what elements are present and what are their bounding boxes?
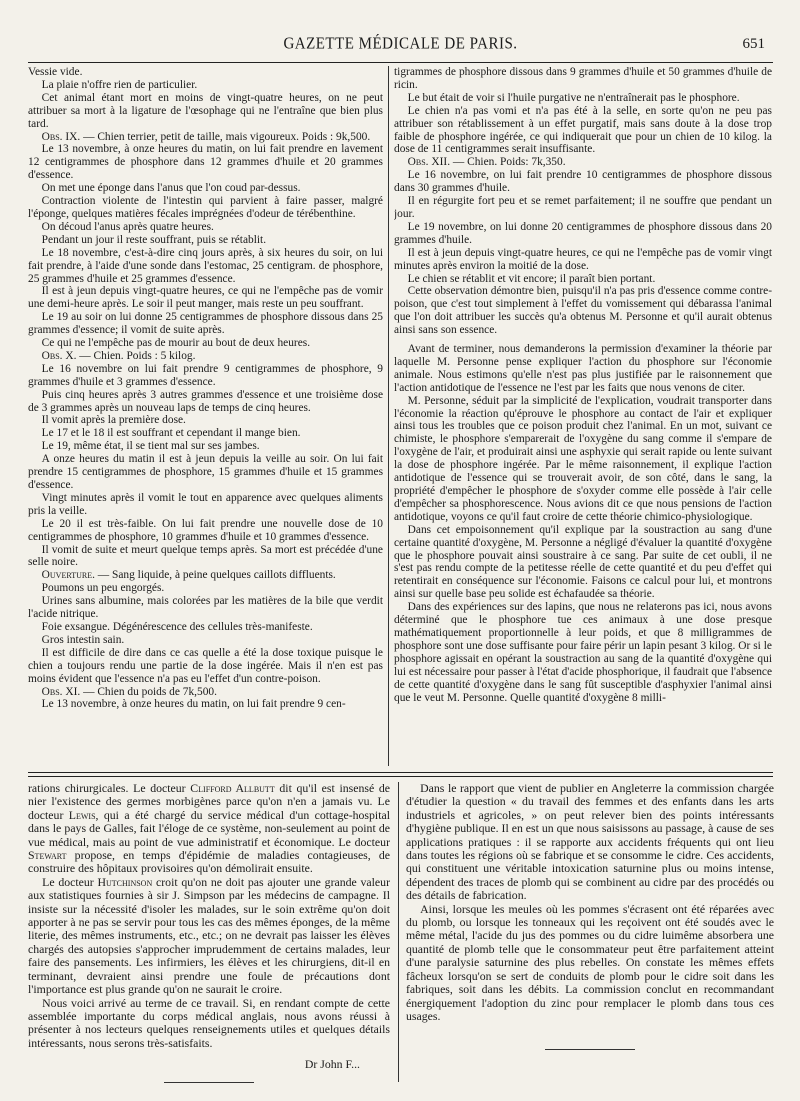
section-rule-double xyxy=(28,776,773,777)
paragraph-text: Cette observation démontre bien, puisqu'il n'a pas pris d'essence comme contre-poison, que c'est tout simplement à l'effet du vomissement qui débarassa l'animal que l'on doit attribuer les succès qu'a obtenus M. Personne et qu'il aurait obtenus ainsi sans son essence. xyxy=(394,285,772,337)
paragraph xyxy=(28,453,383,492)
paragraph-text: Cet animal étant mort en moins de vingt-quatre heures, on ne peut attribuer sa mort à la ligature de l'œsophage qui ne l'entraîne que bien plus tard. xyxy=(28,91,383,130)
paragraph-text: — Chien. Poids: 7k,350. xyxy=(450,156,566,169)
end-rule xyxy=(164,1082,254,1083)
paragraph xyxy=(28,285,383,311)
paragraph-text: Le 19 novembre, on lui donne 20 centigrammes de phosphore dissous dans 20 grammes d'huile. xyxy=(394,220,772,246)
paragraph-text: Vessie vide. xyxy=(28,66,83,78)
paragraph-text: Puis cinq heures après 3 autres grammes d'essence et une troisième dose de 3 grammes après un nouveau laps de temps de cinq heures. xyxy=(28,388,383,414)
paragraph xyxy=(28,363,383,389)
paragraph xyxy=(394,285,772,337)
paragraph xyxy=(28,492,383,518)
paragraph-text: Le docteur xyxy=(42,874,98,889)
paragraph-text: Il est à jeun depuis vingt-quatre heures, ce qui ne l'empêche pas de vomir vingt minutes après environ la moitié de la dose. xyxy=(394,246,772,272)
paragraph xyxy=(28,195,383,221)
column-left xyxy=(28,66,383,768)
column-divider-bottom xyxy=(398,782,399,1082)
person-name: Hutchinson xyxy=(97,874,153,889)
column-divider xyxy=(388,66,389,766)
paragraph-text: propose, en temps d'épidémie de maladies contagieuses, de construire des hôpitaux provisoires qu'on démolirait ensuite. xyxy=(28,848,390,876)
paragraph-text: Le 19 au soir on lui donne 25 centigrammes de phosphore dissous dans 25 grammes d'essence; il vomit de suite après. xyxy=(28,311,383,337)
page-header xyxy=(28,36,773,58)
observation-label: Obs. XI. xyxy=(41,685,81,698)
paragraph-text: Urines sans albumine, mais colorées par les matières de la bile que verdit l'acide nitrique. xyxy=(28,595,383,621)
paragraph xyxy=(394,105,772,157)
person-name: Clifford Allbutt xyxy=(190,782,275,795)
paragraph xyxy=(394,156,772,169)
paragraph-text: — Chien terrier, petit de taille, mais vigoureux. Poids : 9k,500. xyxy=(80,130,371,143)
paragraph-text: Nous voici arrivé au terme de ce travail. Si, en rendant compte de cette assemblée importante du corps médical anglais, nous avons réussi à présenter à nos lecteurs quelques renseignements utiles et quelques détails intéressants, nous serons très-satisfaits. xyxy=(28,995,390,1050)
paragraph-text: Le 20 il est très-faible. On lui fait prendre une nouvelle dose de 10 centigrammes de phosphore, 10 grammes d'huile et 10 grammes d'essence. xyxy=(28,517,383,543)
paragraph-text: Le 13 novembre, à onze heures du matin, on lui fait prendre 9 cen- xyxy=(41,698,346,711)
author-signature: Dr John F... xyxy=(304,1057,360,1072)
paragraph xyxy=(28,440,383,453)
paragraph-text: Contraction violente de l'intestin qui parvient à faire passer, malgré l'éponge, quelques matières fécales imprégnées d'odeur de térébenthine. xyxy=(28,195,383,220)
paragraph xyxy=(406,903,774,1024)
paragraph-text: Le 19, même état, il se tient mal sur ses jambes. xyxy=(41,440,260,453)
observation-label: Obs. IX. xyxy=(41,130,81,143)
paragraph-text: La plaie n'offre rien de particulier. xyxy=(41,78,198,91)
paragraph xyxy=(394,395,772,524)
paragraph xyxy=(28,221,383,234)
column-bottom-right xyxy=(406,782,774,1090)
paragraph-text: Vingt minutes après il vomit le tout en apparence avec quelques aliments pris la veille. xyxy=(28,491,383,517)
paragraph-text: Pendant un jour il reste souffrant, puis se rétablit. xyxy=(41,233,267,246)
paragraph xyxy=(28,544,383,570)
paragraph xyxy=(28,234,383,247)
paragraph xyxy=(394,273,772,286)
paragraph xyxy=(28,92,383,131)
paragraph xyxy=(394,66,772,92)
paragraph xyxy=(28,247,383,286)
paragraph xyxy=(28,350,383,363)
paragraph xyxy=(28,569,383,582)
paragraph-text: Le but était de voir si l'huile purgative ne n'entraînerait pas le phosphore. xyxy=(407,91,740,104)
paragraph xyxy=(28,595,383,621)
paragraph xyxy=(28,79,383,92)
paragraph-text: Le 18 novembre, c'est-à-dire cinq jours après, à six heures du soir, on lui fait prendre, à l'aide d'une sonde dans l'estomac, 25 centigram. de phosphore, 25 grammes d'huile et 25 grammes d'essence. xyxy=(28,246,383,285)
paragraph xyxy=(28,582,383,595)
paragraph xyxy=(28,131,383,144)
section-rule xyxy=(28,772,773,773)
paragraph xyxy=(394,601,772,704)
paragraph xyxy=(28,686,383,699)
paragraph xyxy=(28,414,383,427)
paragraph-text: Le chien se rétablit et vit encore; il paraît bien portant. xyxy=(407,272,656,285)
paragraph-text: Il vomit de suite et meurt quelque temps après. Sa mort est précédée d'une selle noire. xyxy=(28,543,383,569)
paragraph-text: Il vomit après la première dose. xyxy=(41,414,186,427)
paragraph xyxy=(28,337,383,350)
paragraph-text: croit qu'on ne doit pas ajouter une grande valeur aux statistiques fournies à sir J. Simpson par les médecins de campagne. Il insiste sur la nécessité d'isoler les malades, sur le soin extrême qu'on doit apporter à ne pas se servir pour tous les cas des mêmes éponges, de la même literie, des mêmes instruments, etc., etc.; on ne devrait pas laisser les élèves chargés des autopsies s'approcher imprudemment de certains malades, leur faire des pansements. Les infirmiers, les élèves et les chirurgiens, dit-il en terminant, devraient ainsi prendre une foule de précautions dont l'importance est plus grande qu'on ne saurait le croire. xyxy=(28,874,390,997)
paragraph-text: Foie exsangue. Dégénérescence des cellules très-manifeste. xyxy=(41,620,313,633)
paragraph xyxy=(28,997,390,1051)
paragraph xyxy=(28,876,390,997)
paragraph-text: Gros intestin sain. xyxy=(41,633,125,646)
paragraph-text: Ce qui ne l'empêche pas de mourir au bout de deux heures. xyxy=(41,337,311,350)
paragraph-text: M. Personne, séduit par la simplicité de l'explication, voudrait transporter dans l'économie la réaction qu'éprouve le phosphore au contact de l'air et expliquer ainsi tous les troubles que ce poison produit chez l'animal. En un mot, suivant ce chimiste, le phosphore s'emparerait de l'oxygène du sang comme il s'empare de l'oxygène de l'air, et produirait ainsi une asphyxie qui serait rapide ou lente suivant la dose de phosphore ingérée. Par le même raisonnement, il explique l'action antidotique de l'essence qui se trouverait avoir, de son côté, dans le sang, la propriété d'empêcher le phosphore de s'oxyder comme elle possède à l'air celle d'empêcher sa phosphorescence. Nous avions dit ce que nous pensions de l'action antidotique, voyons ce qu'il faut croire de cette théorie chimico-physiologique. xyxy=(394,394,772,523)
paragraph xyxy=(394,169,772,195)
column-right xyxy=(394,66,772,768)
paragraph-text: Il en régurgite fort peu et se remet parfaitement; il ne souffre que pendant un jour. xyxy=(394,195,772,220)
paragraph xyxy=(28,634,383,647)
paragraph xyxy=(394,247,772,273)
paragraph-text: rations chirurgicales. Le docteur xyxy=(28,782,191,795)
person-name: Lewis xyxy=(68,807,96,822)
column-bottom-left xyxy=(28,782,390,1090)
paragraph xyxy=(394,195,772,221)
page-number: 651 xyxy=(742,36,765,52)
journal-title: GAZETTE MÉDICALE DE PARIS. xyxy=(283,35,518,53)
paragraph-text: Avant de terminer, nous demanderons la permission d'examiner la théorie par laquelle M. Personne pense expliquer l'action du phosphore sur l'économie animale. Nous estimons qu'elle n'est pas plus justifiée par le raisonnement que l'action antidotique de l'essence ne l'est par les faits que nous venons de citer. xyxy=(394,343,772,394)
paragraph xyxy=(394,343,772,395)
paragraph xyxy=(28,782,390,876)
paragraph-text: Il est difficile de dire dans ce cas quelle a été la dose toxique puisque le chien a toujours rendu une partie de la dose ingérée. Mais il n'en est pas moins évident que l'essence n'a pas eu l'effet d'un contre-poison. xyxy=(28,646,383,685)
paragraph-text: — Chien du poids de 7k,500. xyxy=(80,685,217,698)
paragraph-text: Ainsi, lorsque les meules où les pommes s'écrasent ont été réparées avec du plomb, ou lorsque les tonneaux qui les reçoivent ont été soudés avec le même métal, l'acide du jus des pommes ou du cidre luimême absorbera une quantité de plomb telle que le consommateur peut être parfaitement atteint d'une paralysie saturnine des plus rebelles. On constate les mêmes effets fâcheux lorsqu'on se sert de conduits de plomb pour le cidre soit dans les fabriques, soit dans les débits. La commission conclut en recommandant énergiquement l'adoption du zinc pour remplacer le plomb dans tous ces usages. xyxy=(406,901,774,1023)
paragraph xyxy=(28,311,383,337)
paragraph xyxy=(406,782,774,903)
paragraph-text: Dans cet empoisonnement qu'il explique par la soustraction au sang d'une certaine quantité d'oxygène, M. Personne a négligé d'évaluer la quantité d'oxygène que le phosphore pouvait ainsi soustraire à ce sang. Par suite de cet oubli, il ne s'est pas rendu compte de la petitesse réelle de cette quantité et du peu d'effet qui retentirait en conséquence sur l'économie. Faisons ce calcul pour lui, et montrons ainsi sur quelle base peu solide est échafaudée sa théorie. xyxy=(394,523,772,601)
paragraph xyxy=(28,143,383,182)
paragraph-text: dit qu'il est insensé de nier l'existence des germes morbigènes parce qu'on n'en a jamais vu. Le docteur xyxy=(28,782,390,822)
paragraph-text: On met une éponge dans l'anus que l'on coud par-dessus. xyxy=(41,182,301,195)
paragraph xyxy=(28,698,383,711)
paragraph-text: Poumons un peu engorgés. xyxy=(41,582,165,595)
paragraph xyxy=(28,518,383,544)
paragraph xyxy=(28,182,383,195)
paragraph-text: — Sang liquide, à peine quelques caillots diffluents. xyxy=(94,569,336,582)
paragraph-text: Le 17 et le 18 il est souffrant et cependant il mange bien. xyxy=(41,427,301,440)
paragraph xyxy=(28,66,383,79)
paragraph-text: On découd l'anus après quatre heures. xyxy=(41,220,214,233)
paragraph-text: Il est à jeun depuis vingt-quatre heures, ce qui ne l'empêche pas de vomir une demi-heure après. Le soir il peut manger, mais reste un peu souffrant. xyxy=(28,285,383,311)
paragraph-text: Dans des expériences sur des lapins, que nous ne relaterons pas ici, nous avons déterminé que le phosphore tue ces animaux à une dose presque mathématiquement proportionnelle à leur poids, et que 8 milligrammes de phosphore sont une dose suffisante pour faire périr un lapin pesant 3 kilog. Or si le phosphore agissait en opérant la soustraction au sang de la quantité d'oxygène qui lui est nécessaire pour passer à l'état d'acide phosphorique, il faudrait que l'absence de cette quantité d'oxygène dans le sang fût susceptible d'asphyxier l'animal ainsi que le veut M. Personne. Quelle quantité d'oxygène 8 milli- xyxy=(394,601,772,704)
paragraph xyxy=(28,621,383,634)
paragraph-text: tigrammes de phosphore dissous dans 9 grammes d'huile et 50 grammes d'huile de ricin. xyxy=(394,66,772,91)
header-rule xyxy=(28,62,773,63)
observation-label: Obs. X. xyxy=(41,349,77,362)
end-rule xyxy=(545,1049,635,1050)
observation-label: Obs. XII. xyxy=(407,156,451,169)
paragraph xyxy=(394,524,772,601)
paragraph xyxy=(28,427,383,440)
paragraph-text: — Chien. Poids : 5 kilog. xyxy=(76,349,196,362)
paragraph xyxy=(28,647,383,686)
paragraph-text: Le chien n'a pas vomi et n'a pas été à la selle, en sorte qu'on ne peu pas attribuer son rétablissement à un effet purgatif, mais sans doute à la dose trop faible de phosphore ingérée, ce qui indiquerait que pour un chien de 10 kilog. la dose de 11 centigrammes serait insuffisante. xyxy=(394,104,772,156)
paragraph xyxy=(28,389,383,415)
paragraph xyxy=(394,221,772,247)
paragraph-text: Le 13 novembre, à onze heures du matin, on lui fait prendre en lavement 12 centigrammes de phosphore dans 12 grammes d'huile et 20 grammes d'essence. xyxy=(28,143,383,182)
observation-label: Ouverture. xyxy=(41,569,95,582)
paragraph-text: A onze heures du matin il est à jeun depuis la veille au soir. On lui fait prendre 15 centigrammes de phosphore, 15 grammes d'huile et 15 grammes d'essence. xyxy=(28,453,383,491)
paragraph-text: Dans le rapport que vient de publier en Angleterre la commission chargée d'étudier la question « du travail des femmes et des enfants dans les arts industriels et agricoles, » on peut relever bien des points intéressants d'hygiène publique. Il en est un que nous saisissons au passage, à cause de ses applications pratiques : il se rapporte aux accidents fréquents qui ont lieu dans toutes les régions où se fabrique et se consomme le cidre. Ces accidents, qui constituent une véritable intoxication saturnine plus ou moins intense, dépendent des traces de plomb qui se combinent au cidre par des procédés ou des détails de fabrication. xyxy=(406,782,774,903)
paragraph-text: Le 16 novembre on lui fait prendre 9 centigrammes de phosphore, 9 grammes d'huile et 3 grammes d'essence. xyxy=(28,362,383,388)
paragraph-text: Le 16 novembre, on lui fait prendre 10 centigrammes de phosphore dissous dans 30 grammes d'huile. xyxy=(394,169,772,195)
person-name: Stewart xyxy=(28,848,67,863)
paragraph-text: , qui a été chargé du service médical d'un cottage-hospital dans le pays de Galles, fait l'éloge de ce système, non-seulement au point de vue médical, mais au point de vue administratif et économique. Le docteur xyxy=(28,807,390,849)
paragraph xyxy=(394,92,772,105)
